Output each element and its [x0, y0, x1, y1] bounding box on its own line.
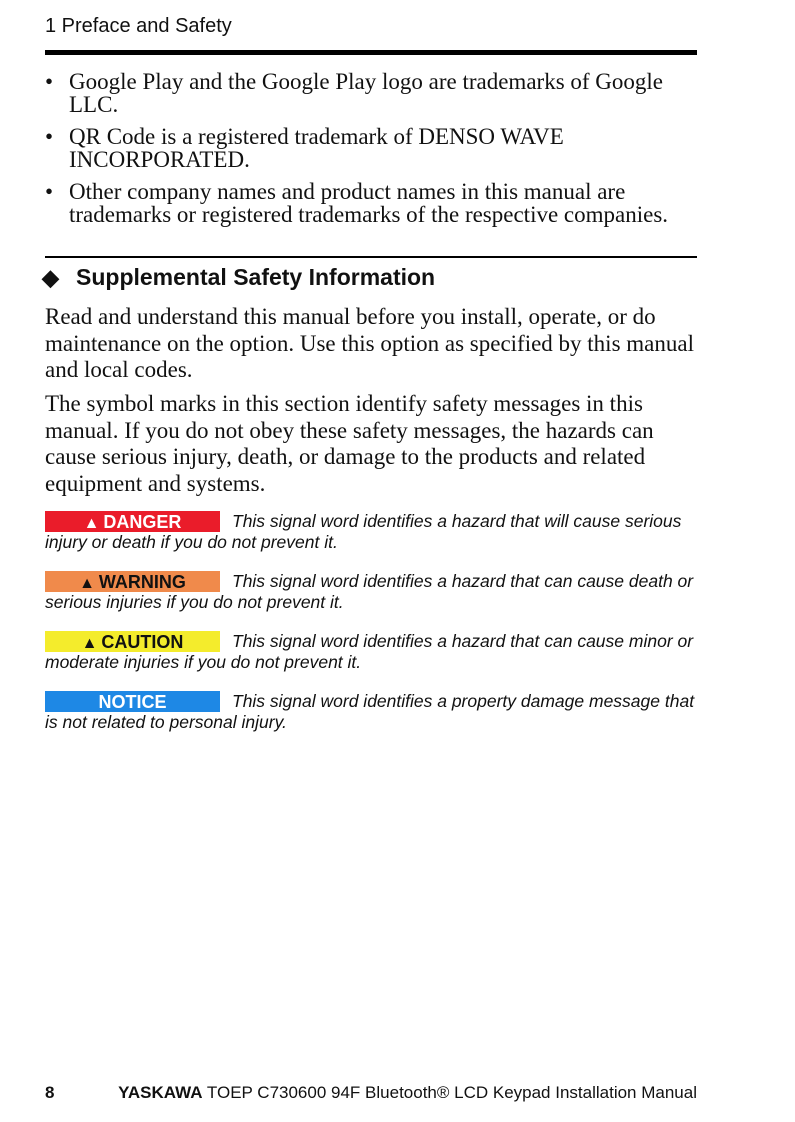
warning-triangle-icon: ▲ [81, 635, 98, 652]
list-item [45, 180, 700, 226]
page-header: 1 Preface and Safety [45, 15, 232, 37]
list-item-text: Other company names and product names in this manual are trademarks or registered trademarks of the respective companies. [69, 179, 669, 227]
caution-badge [45, 631, 220, 652]
badge-label: CAUTION [101, 632, 184, 652]
signal-word-caution [45, 631, 705, 673]
diamond-icon: ◆ [42, 265, 59, 290]
badge-label: NOTICE [98, 692, 167, 712]
body-paragraph: Read and understand this manual before you install, operate, or do maintenance on the option. Use this option as specified by this manual and local codes. [45, 304, 694, 382]
signal-description: This signal word identifies a property damage message that is not related to personal injury. [45, 691, 695, 732]
manual-title-text: TOEP C730600 94F Bluetooth® LCD Keypad Installation Manual [202, 1083, 697, 1102]
signal-description: This signal word identifies a hazard that will cause serious injury or death if you do not prevent it. [45, 511, 682, 552]
bullet-icon: • [45, 179, 54, 204]
section-title: Supplemental Safety Information [76, 264, 436, 290]
header-rule [45, 50, 697, 55]
danger-badge [45, 511, 220, 532]
badge-label: DANGER [103, 512, 182, 532]
page-number: 8 [45, 1083, 55, 1102]
trademark-list [45, 70, 700, 235]
signal-word-notice [45, 691, 705, 733]
warning-badge [45, 571, 220, 592]
list-item-text: QR Code is a registered trademark of DENSO WAVE INCORPORATED. [69, 124, 564, 172]
warning-triangle-icon: ▲ [79, 575, 95, 592]
notice-badge [45, 691, 220, 712]
signal-description: This signal word identifies a hazard that can cause death or serious injuries if you do not prevent it. [45, 571, 694, 612]
brand-name: YASKAWA [118, 1083, 203, 1102]
badge-label: WARNING [98, 572, 186, 592]
body-paragraph: The symbol marks in this section identify safety messages in this manual. If you do not obey these safety messages, the hazards can cause serious injury, death, or damage to the products and related equipment and systems. [45, 391, 654, 496]
section-heading [42, 264, 435, 291]
warning-triangle-icon: ▲ [83, 515, 100, 532]
signal-word-warning [45, 571, 705, 613]
section-rule [45, 256, 697, 258]
manual-title [118, 1083, 697, 1103]
list-item [45, 125, 700, 171]
list-item-text: Google Play and the Google Play logo are trademarks of Google LLC. [69, 69, 664, 117]
bullet-icon: • [45, 124, 54, 149]
signal-description: This signal word identifies a hazard that can cause minor or moderate injuries if you do not prevent it. [45, 631, 694, 672]
bullet-icon: • [45, 69, 54, 94]
list-item [45, 70, 700, 116]
signal-word-danger [45, 511, 705, 553]
